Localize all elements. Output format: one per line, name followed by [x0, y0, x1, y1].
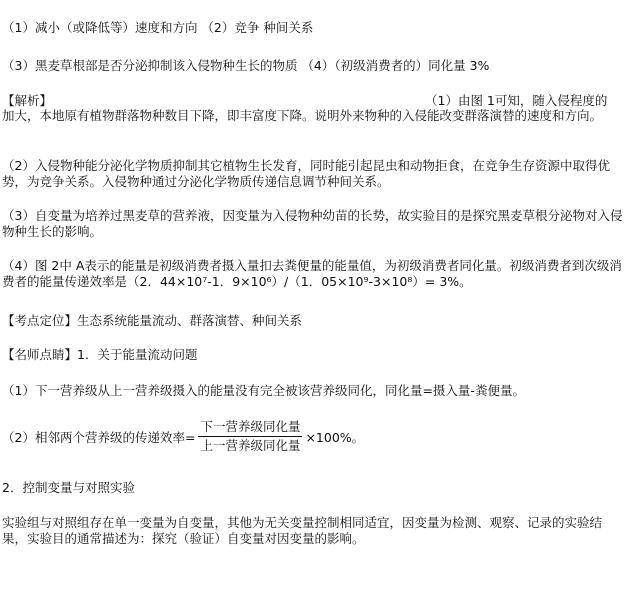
- formula-fraction: [198, 419, 302, 454]
- efficiency-formula: [2, 419, 364, 454]
- formula-denominator: 上一营养级同化量: [200, 438, 301, 453]
- analysis-p4: （4）图 2中 A表示的能量是初级消费者摄入量扣去粪便量的能量值，为初级消费者同化量。初级消费者到次级消费者的能量传递效率是（2．44×10⁷-1．9×10⁶）/（1．05×10⁹-3×10⁸）= 3%。: [2, 258, 622, 289]
- formula-numerator: 下一营养级同化量: [198, 419, 302, 437]
- analysis-heading: 【解析】: [2, 93, 53, 108]
- formula-suffix: ×100%。: [305, 429, 365, 445]
- analysis-p1-body: 加大，本地原有植物群落物种数目下降，即丰富度下降。说明外来物种的入侵能改变群落演替的速度和方向。: [2, 108, 603, 123]
- analysis-p3: （3）自变量为培养过黑麦草的营养液，因变量为入侵物种幼苗的长势，故实验目的是探究黑麦草根分泌物对入侵物种生长的影响。: [2, 208, 623, 239]
- analysis-p1-head: （1）由图 1可知，随入侵程度的: [425, 93, 608, 108]
- analysis-p2: （2）入侵物种能分泌化学物质抑制其它植物生长发育，同时能引起昆虫和动物拒食，在竞争生存资源中取得优势，为竞争关系。入侵物种通过分泌化学物质传递信息调节种间关系。: [2, 158, 610, 189]
- kaodian-line: 【考点定位】生态系统能量流动、群落演替、种间关系: [2, 313, 303, 328]
- formula-prefix: （2）相邻两个营养级的传递效率=: [2, 429, 196, 445]
- section2-title: 2．控制变量与对照实验: [2, 480, 135, 495]
- answer-line-2: （3）黑麦草根部是否分泌抑制该入侵物种生长的物质 （4）（初级消费者的）同化量 3%: [2, 58, 490, 73]
- section2-body: 实验组与对照组存在单一变量为自变量，其他为无关变量控制相同适宜，因变量为检测、观察、记录的实验结果，实验目的通常描述为：探究（验证）自变量对因变量的影响。: [2, 515, 603, 546]
- answer-line-1: （1）减小（或降低等）速度和方向 （2）竞争 种间关系: [2, 20, 314, 35]
- mingshi-item-1: （1）下一营养级从上一营养级摄入的能量没有完全被该营养级同化，同化量=摄入量-粪便量。: [2, 383, 525, 398]
- mingshi-heading: 【名师点睛】1．关于能量流动问题: [2, 347, 198, 362]
